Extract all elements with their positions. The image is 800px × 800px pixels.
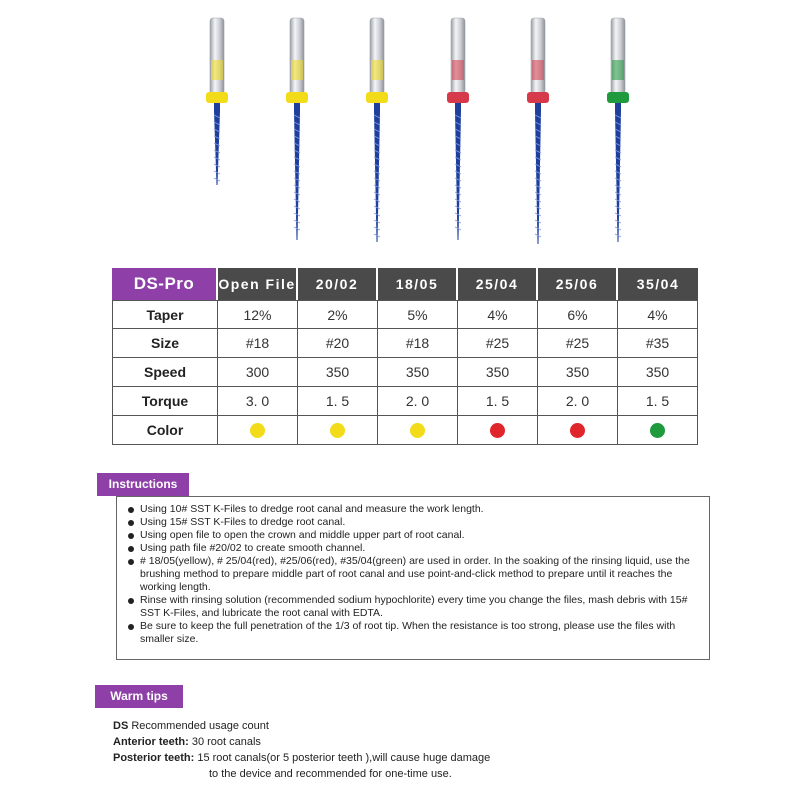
product-photo-rotary-files bbox=[0, 0, 800, 262]
table-cell: 350 bbox=[538, 358, 618, 387]
tips-bold: Anterior teeth: bbox=[113, 736, 189, 748]
table-cell: 350 bbox=[458, 358, 538, 387]
table-cell: #18 bbox=[218, 329, 298, 358]
table-cell: 1. 5 bbox=[618, 387, 698, 416]
table-cell: 2. 0 bbox=[538, 387, 618, 416]
file-neck bbox=[455, 103, 461, 111]
instruction-item: Using 10# SST K-Files to dredge root canal and measure the work length. bbox=[128, 503, 703, 516]
table-cell bbox=[218, 416, 298, 445]
instructions-list bbox=[117, 497, 709, 646]
instruction-item: Using open file to open the crown and middle upper part of root canal. bbox=[128, 529, 703, 542]
column-header: 35/04 bbox=[618, 268, 698, 300]
table-cell: 350 bbox=[378, 358, 458, 387]
table-cell bbox=[538, 416, 618, 445]
tips-text: to the device and recommended for one-time use. bbox=[209, 768, 452, 780]
column-header: 18/05 bbox=[378, 268, 458, 300]
file-band bbox=[532, 60, 544, 80]
file-stopper-ring bbox=[607, 92, 629, 103]
table-cell: 5% bbox=[378, 300, 458, 329]
tips-line bbox=[113, 750, 490, 766]
table-row-taper bbox=[112, 300, 698, 329]
color-dot bbox=[250, 423, 265, 438]
table-cell bbox=[378, 416, 458, 445]
file-stopper-ring bbox=[366, 92, 388, 103]
file-band bbox=[371, 60, 383, 80]
table-cell bbox=[618, 416, 698, 445]
table-cell: 4% bbox=[458, 300, 538, 329]
table-cell: 350 bbox=[618, 358, 698, 387]
file-band bbox=[211, 60, 223, 80]
column-header: Open File bbox=[218, 268, 298, 300]
table-cell: 6% bbox=[538, 300, 618, 329]
tips-line bbox=[113, 734, 490, 750]
file-blade bbox=[535, 111, 541, 244]
spec-table bbox=[112, 268, 698, 445]
file-stopper-ring bbox=[447, 92, 469, 103]
table-row-color bbox=[112, 416, 698, 445]
file-neck bbox=[214, 103, 220, 111]
row-label: Torque bbox=[112, 387, 218, 416]
table-cell: #35 bbox=[618, 329, 698, 358]
color-dot bbox=[330, 423, 345, 438]
table-cell: 2. 0 bbox=[378, 387, 458, 416]
instruction-item: Rinse with rinsing solution (recommended sodium hypochlorite) every time you change the files, mash debris with 15# SST K-Files, and lubricate the root canal with EDTA. bbox=[128, 594, 703, 620]
warm-tips-text bbox=[113, 718, 490, 782]
table-cell: 4% bbox=[618, 300, 698, 329]
table-cell: #20 bbox=[298, 329, 378, 358]
file-stopper-ring bbox=[206, 92, 228, 103]
table-cell: #18 bbox=[378, 329, 458, 358]
file-neck bbox=[294, 103, 300, 111]
file-band bbox=[612, 60, 624, 80]
table-cell: 12% bbox=[218, 300, 298, 329]
instruction-item: # 18/05(yellow), # 25/04(red), #25/06(red), #35/04(green) are used in order. In the soaking of the rinsing liquid, use the brushing method to prepare middle part of root canal and use point-and-click method to prepare until it reaches the working length. bbox=[128, 555, 703, 594]
row-label: Color bbox=[112, 416, 218, 445]
file-stopper-ring bbox=[286, 92, 308, 103]
column-header: 25/06 bbox=[538, 268, 618, 300]
table-cell: 300 bbox=[218, 358, 298, 387]
file-shank bbox=[210, 18, 224, 94]
file-band bbox=[291, 60, 303, 80]
tips-text: Recommended usage count bbox=[128, 720, 269, 732]
table-cell: 1. 5 bbox=[458, 387, 538, 416]
brand-label: DS-Pro bbox=[112, 268, 218, 300]
table-cell: 3. 0 bbox=[218, 387, 298, 416]
tips-text: 15 root canals(or 5 posterior teeth ),will cause huge damage bbox=[194, 752, 491, 764]
row-label: Taper bbox=[112, 300, 218, 329]
instructions-heading: Instructions bbox=[97, 473, 189, 496]
table-row-speed bbox=[112, 358, 698, 387]
file-neck bbox=[535, 103, 541, 111]
file-shank bbox=[370, 18, 384, 94]
tips-bold: DS bbox=[113, 720, 129, 732]
tips-line bbox=[113, 718, 490, 734]
table-cell bbox=[458, 416, 538, 445]
tips-line bbox=[113, 766, 490, 782]
table-cell: #25 bbox=[458, 329, 538, 358]
instructions-box bbox=[116, 496, 710, 660]
instruction-item: Using 15# SST K-Files to dredge root canal. bbox=[128, 516, 703, 529]
file-stopper-ring bbox=[527, 92, 549, 103]
table-cell: 1. 5 bbox=[298, 387, 378, 416]
column-header: 25/04 bbox=[458, 268, 538, 300]
row-label: Speed bbox=[112, 358, 218, 387]
table-cell: #25 bbox=[538, 329, 618, 358]
instruction-item: Using path file #20/02 to create smooth channel. bbox=[128, 542, 703, 555]
column-header: 20/02 bbox=[298, 268, 378, 300]
file-band bbox=[452, 60, 464, 80]
tips-bold: Posterior teeth: bbox=[113, 752, 195, 764]
file-shank bbox=[531, 18, 545, 94]
file-shank bbox=[611, 18, 625, 94]
table-cell bbox=[298, 416, 378, 445]
file-shank bbox=[451, 18, 465, 94]
file-neck bbox=[615, 103, 621, 111]
table-cell: 2% bbox=[298, 300, 378, 329]
warm-tips-heading: Warm tips bbox=[95, 685, 183, 708]
table-row-size bbox=[112, 329, 698, 358]
color-dot bbox=[570, 423, 585, 438]
spec-header-row bbox=[112, 268, 698, 300]
file-neck bbox=[374, 103, 380, 111]
color-dot bbox=[650, 423, 665, 438]
table-cell: 350 bbox=[298, 358, 378, 387]
tips-text: 30 root canals bbox=[188, 736, 261, 748]
table-row-torque bbox=[112, 387, 698, 416]
instruction-item: Be sure to keep the full penetration of the 1/3 of root tip. When the resistance is too strong, please use the files with smaller size. bbox=[128, 620, 703, 646]
file-shank bbox=[290, 18, 304, 94]
color-dot bbox=[490, 423, 505, 438]
color-dot bbox=[410, 423, 425, 438]
row-label: Size bbox=[112, 329, 218, 358]
